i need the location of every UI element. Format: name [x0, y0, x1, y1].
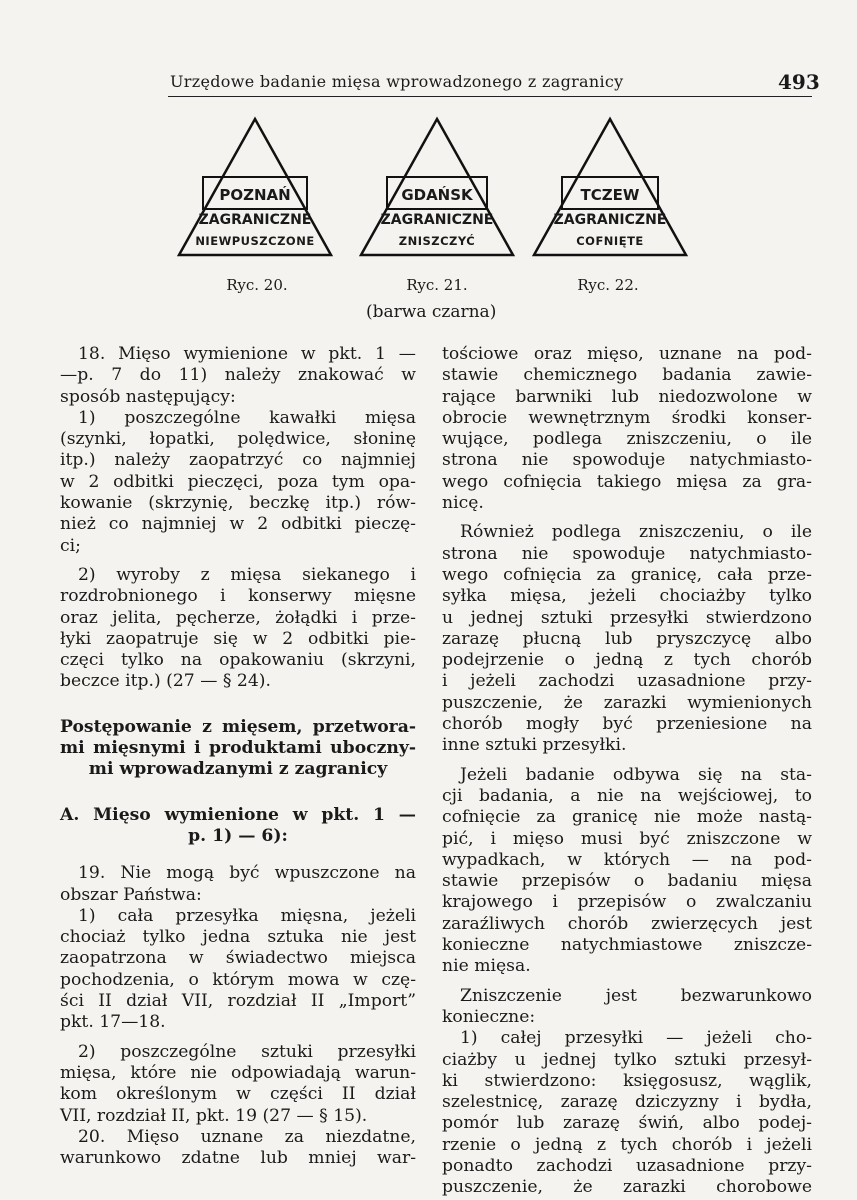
text-line: łyki zaopatruje się w 2 odbitki pie- — [60, 628, 416, 649]
text-line: strona nie spowoduje natychmiasto- — [442, 543, 812, 564]
text-line: puszczenie, że zarazki chorobowe — [442, 1177, 812, 1198]
text-line: częci tylko na opakowaniu (skrzyni, — [60, 650, 416, 671]
text-line: Jeżeli badanie odbywa się na sta- — [460, 764, 812, 785]
text-line: cofnięcie za granicę nie może nastą- — [442, 807, 812, 828]
stamp-gdansk — [357, 115, 517, 260]
text-line: stawie chemicznego badania zawie- — [442, 365, 812, 386]
text-line: zaopatrzona w świadectwo miejsca — [60, 948, 416, 969]
text-line: chorób mogły być przeniesione na — [442, 714, 812, 735]
right-column — [442, 344, 812, 1199]
text-line: —p. 7 do 11) należy znakować w — [60, 365, 416, 386]
text-line: podejrzenie o jedną z tych chorób — [442, 650, 812, 671]
text-line: kowanie (skrzynię, beczkę itp.) rów- — [60, 493, 416, 514]
text-line: zaraźliwych chorób zwierzęcych jest — [442, 913, 812, 934]
figure-caption: Ryc. 22. — [577, 276, 639, 294]
text-line: rające barwniki lub niedozwolone w — [442, 386, 812, 407]
page-number: 493 — [778, 70, 820, 94]
text-line: pomór lub zarazę świń, albo podej- — [442, 1113, 812, 1134]
text-line: pić, i mięso musi być zniszczone w — [442, 828, 812, 849]
text-line: inne sztuki przesyłki. — [442, 735, 627, 756]
text-line: ci; — [60, 535, 81, 556]
stamp-city: GDAŃSK — [401, 186, 473, 204]
text-line: ponadto zachodzi uzasadnione przy- — [442, 1155, 812, 1176]
section-heading: mi wprowadzanymi z zagranicy — [88, 759, 388, 780]
text-line: Również podlega zniszczeniu, o ile — [460, 522, 812, 543]
stamp-line-1: ZAGRANICZNE — [553, 212, 667, 228]
text-line: pkt. 17—18. — [60, 1012, 166, 1033]
text-line: i jeżeli zachodzi uzasadnione przy- — [442, 671, 812, 692]
stamp-line-1: ZAGRANICZNE — [198, 212, 312, 228]
text-line: puszczenie, że zarazki wymienionych — [442, 692, 812, 713]
text-line: obrocie wewnętrznym środki konser- — [442, 407, 812, 428]
stamp-poznan — [175, 115, 335, 260]
text-line: krajowego i przepisów o zwalczaniu — [442, 892, 812, 913]
text-line: 19. Nie mogą być wpuszczone na — [78, 863, 416, 884]
figures-color-note: (barwa czarna) — [366, 302, 497, 322]
text-line: beczce itp.) (27 — § 24). — [60, 671, 271, 692]
text-line: kom określonym w części II dział — [60, 1084, 416, 1105]
text-line: 1) poszczególne kawałki mięsa — [78, 407, 416, 428]
text-line: VII, rozdział II, pkt. 19 (27 — § 15). — [60, 1105, 368, 1126]
text-line: ciażby u jednej tylko sztuki przesył- — [442, 1049, 812, 1070]
stamp-line-2: COFNIĘTE — [576, 234, 644, 248]
text-line: itp.) należy zaopatrzyć co najmniej — [60, 450, 416, 471]
text-line: wego cofnięcia takiego mięsa za gra- — [442, 471, 812, 492]
text-line: w 2 odbitki pieczęci, poza tym opa- — [60, 471, 416, 492]
stamp-city: POZNAŃ — [219, 186, 291, 204]
text-line: rozdrobnionego i konserwy mięsne — [60, 586, 416, 607]
text-line: stawie przepisów o badaniu mięsa — [442, 871, 812, 892]
text-line: cji badania, a nie na wejściowej, to — [442, 785, 812, 806]
text-line: (szynki, łopatki, polędwice, słoninę — [60, 429, 416, 450]
text-line: 20. Mięso uznane za niezdatne, — [78, 1126, 416, 1147]
text-line: u jednej sztuki przesyłki stwierdzono — [442, 607, 812, 628]
text-line: 18. Mięso wymienione w pkt. 1 — — [78, 344, 416, 364]
text-line: 1) całej przesyłki — jeżeli cho- — [460, 1028, 812, 1049]
text-line: pochodzenia, o którym mowa w czę- — [60, 969, 416, 990]
text-line: nicę. — [442, 493, 484, 514]
text-line: 1) cała przesyłka mięsna, jeżeli — [78, 905, 416, 926]
section-heading: Postępowanie z mięsem, przetwora- — [60, 716, 416, 737]
text-line: ści II dział VII, rozdział II „Import” — [60, 991, 416, 1012]
text-line: rzenie o jedną z tych chorób i jeżeli — [442, 1134, 812, 1155]
text-line: konieczne: — [442, 1006, 536, 1027]
text-line: mięsa, które nie odpowiadają warun- — [60, 1062, 416, 1083]
header-rule — [168, 96, 812, 97]
stamp-line-2: ZNISZCZYĆ — [398, 234, 476, 248]
text-line: sposób następujący: — [60, 386, 236, 407]
text-line: nież co najmniej w 2 odbitki pieczę- — [60, 514, 416, 535]
text-line: warunkowo zdatne lub mniej war- — [60, 1148, 416, 1169]
text-line: 2) wyroby z mięsa siekanego i — [78, 564, 416, 585]
stamp-line-1: ZAGRANICZNE — [380, 212, 494, 228]
text-line: wego cofnięcia za granicę, cała prze- — [442, 564, 812, 585]
text-line: obszar Państwa: — [60, 884, 202, 905]
stamp-line-2: NIEWPUSZCZONE — [195, 234, 315, 248]
text-line: ki stwierdzono: księgosusz, wąglik, — [442, 1070, 812, 1091]
text-line: strona nie spowoduje natychmiasto- — [442, 450, 812, 471]
text-line: syłka mięsa, jeżeli chociażby tylko — [442, 586, 812, 607]
figure-caption: Ryc. 21. — [406, 276, 468, 294]
running-head: Urzędowe badanie mięsa wprowadzonego z zagranicy — [170, 72, 624, 91]
text-line: szelestnicę, zarazę dziczyzny i bydła, — [442, 1092, 812, 1113]
text-line: zarazę płucną lub pryszczycę albo — [442, 628, 812, 649]
text-line: wypadkach, w których — na pod- — [442, 849, 812, 870]
section-heading: mi mięsnymi i produktami uboczny- — [60, 738, 416, 759]
subsection-heading: p. 1) — 6): — [188, 825, 288, 846]
subsection-heading: A. Mięso wymienione w pkt. 1 — — [60, 804, 416, 825]
text-line: konieczne natychmiastowe zniszcze- — [442, 935, 812, 956]
stamp-city: TCZEW — [580, 186, 640, 204]
text-line: chociaż tylko jedna sztuka nie jest — [60, 927, 416, 948]
text-line: Zniszczenie jest bezwarunkowo — [460, 985, 812, 1006]
figure-caption: Ryc. 20. — [226, 276, 288, 294]
left-column — [60, 344, 416, 1169]
text-line: tościowe oraz mięso, uznane na pod- — [442, 344, 812, 364]
text-line: 2) poszczególne sztuki przesyłki — [78, 1041, 416, 1062]
stamp-tczew — [530, 115, 690, 260]
text-line: oraz jelita, pęcherze, żołądki i prze- — [60, 607, 416, 628]
text-line: nie mięsa. — [442, 956, 531, 977]
text-line: wujące, podlega zniszczeniu, o ile — [442, 429, 812, 450]
